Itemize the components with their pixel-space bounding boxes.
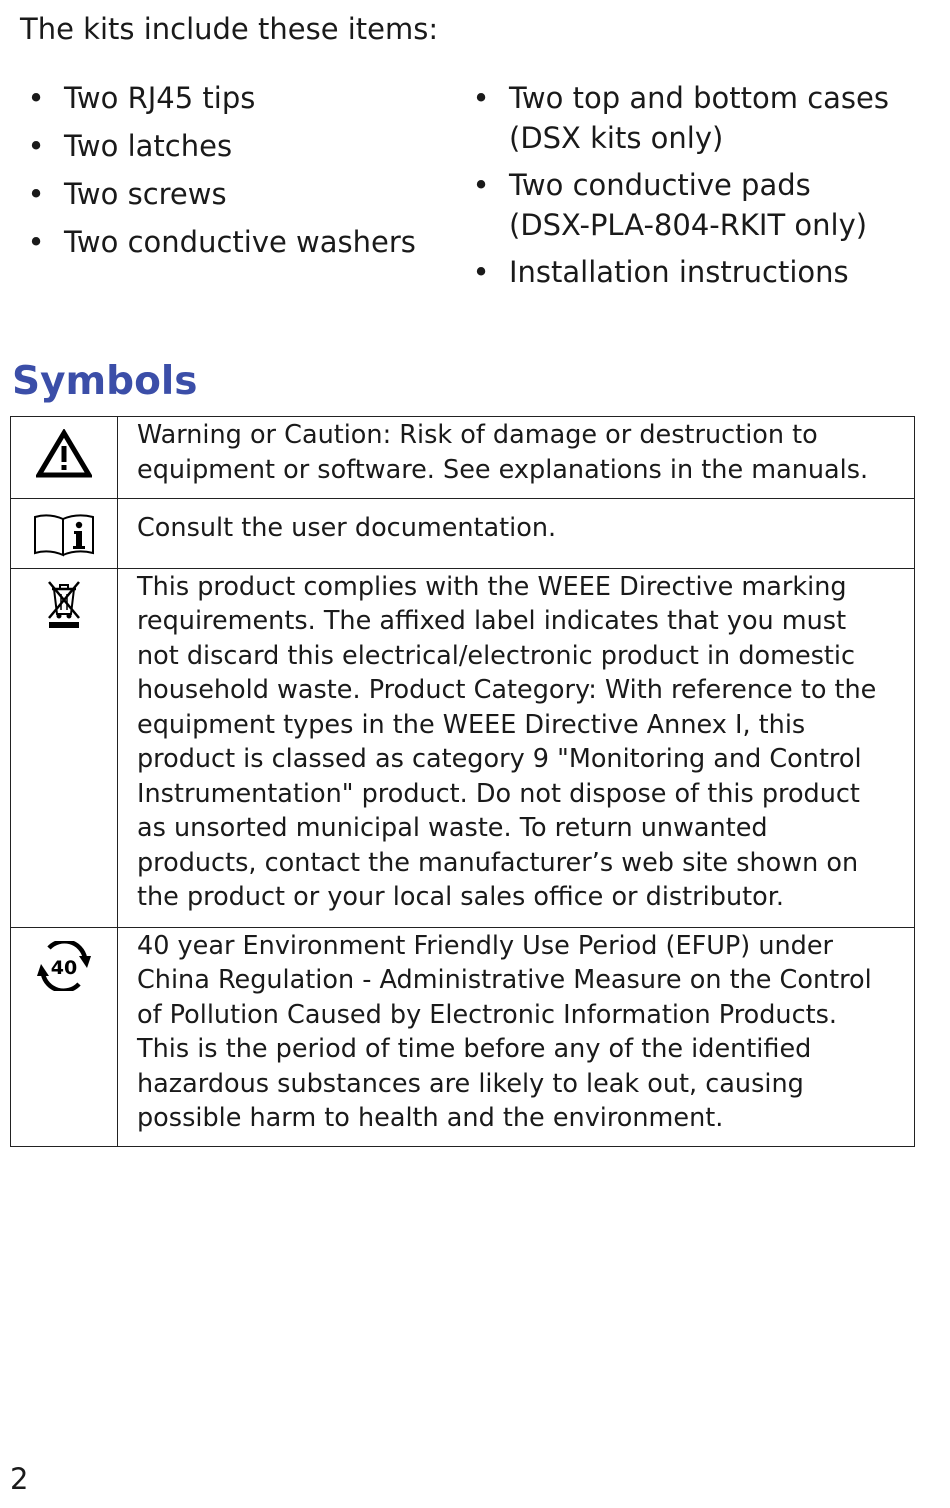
bullet-icon: • <box>472 255 490 289</box>
list-item <box>26 126 416 166</box>
table-row <box>11 417 915 499</box>
description-line: This is the period of time before any of the identified <box>137 1034 812 1064</box>
bullet-icon: • <box>472 81 490 115</box>
description-line: of Pollution Caused by Electronic Information Products. <box>137 999 838 1030</box>
list-item-text: Two conductive washers <box>64 225 416 259</box>
kit-items-list-right <box>471 78 889 299</box>
consult-documentation-icon <box>32 513 96 567</box>
symbol-description <box>118 417 915 499</box>
list-item-line: (DSX-PLA-804-RKIT only) <box>509 208 868 242</box>
table-row <box>11 499 915 569</box>
list-item <box>471 165 889 245</box>
efup-40-icon-label: 40 <box>50 956 78 979</box>
description-line: the product or your local sales office or distributor. <box>137 882 784 912</box>
list-item <box>26 174 416 214</box>
description-line: requirements. The affixed label indicates that you must <box>137 606 847 636</box>
description-line: as unsorted municipal waste. To return unwanted <box>137 813 768 843</box>
list-item <box>471 252 889 292</box>
symbol-description <box>118 568 915 927</box>
description-line: equipment types in the WEEE Directive Annex I, this <box>137 709 806 740</box>
description-line: Instrumentation" product. Do not dispose of this product <box>137 778 860 809</box>
weee-crossed-bin-icon <box>46 580 82 640</box>
description-line: product is classed as category 9 "Monitoring and Control <box>137 744 862 774</box>
list-item <box>26 78 416 118</box>
page-number: 2 <box>10 1462 29 1496</box>
table-row <box>11 568 915 927</box>
warning-triangle-icon <box>36 429 92 489</box>
symbol-description <box>118 499 915 569</box>
symbol-icon-cell <box>11 499 118 569</box>
symbol-icon-cell <box>11 417 118 499</box>
list-item <box>471 78 889 158</box>
bullet-icon: • <box>27 81 45 115</box>
list-item-line: Two conductive pads <box>509 168 811 202</box>
list-item-text: Two latches <box>64 129 233 163</box>
symbols-table <box>10 416 915 1147</box>
symbol-description <box>118 927 915 1146</box>
description-line: Warning or Caution: Risk of damage or destruction to <box>137 420 818 450</box>
list-item-line: (DSX kits only) <box>509 121 724 155</box>
list-item-line: Two top and bottom cases <box>509 81 889 115</box>
description-line: household waste. Product Category: With reference to the <box>137 675 877 705</box>
description-line: not discard this electrical/electronic product in domestic <box>137 640 856 671</box>
efup-40-icon <box>35 941 93 1001</box>
symbol-icon-cell <box>11 568 118 927</box>
kit-items-list-left <box>26 78 416 270</box>
bullet-icon: • <box>472 168 490 202</box>
symbol-icon-cell <box>11 927 118 1146</box>
list-item-text: Two RJ45 tips <box>64 81 256 115</box>
description-line: Consult the user documentation. <box>137 513 557 543</box>
list-item <box>26 222 416 262</box>
description-line: hazardous substances are likely to leak out, causing <box>137 1068 804 1099</box>
description-line: possible harm to health and the environment. <box>137 1103 724 1133</box>
description-line: 40 year Environment Friendly Use Period (EFUP) under <box>137 930 834 961</box>
list-item-text: Two screws <box>64 177 227 211</box>
bullet-icon: • <box>27 225 45 259</box>
description-line: products, contact the manufacturer’s web site shown on <box>137 847 859 878</box>
bullet-icon: • <box>27 129 45 163</box>
description-line: equipment or software. See explanations in the manuals. <box>137 454 869 485</box>
list-item-line: Installation instructions <box>509 255 849 289</box>
description-line: China Regulation - Administrative Measure on the Control <box>137 965 872 995</box>
kit-contents-intro: The kits include these items: <box>20 12 439 46</box>
description-line: This product complies with the WEEE Directive marking <box>137 571 847 602</box>
symbols-heading: Symbols <box>12 359 198 404</box>
table-row <box>11 927 915 1146</box>
bullet-icon: • <box>27 177 45 211</box>
